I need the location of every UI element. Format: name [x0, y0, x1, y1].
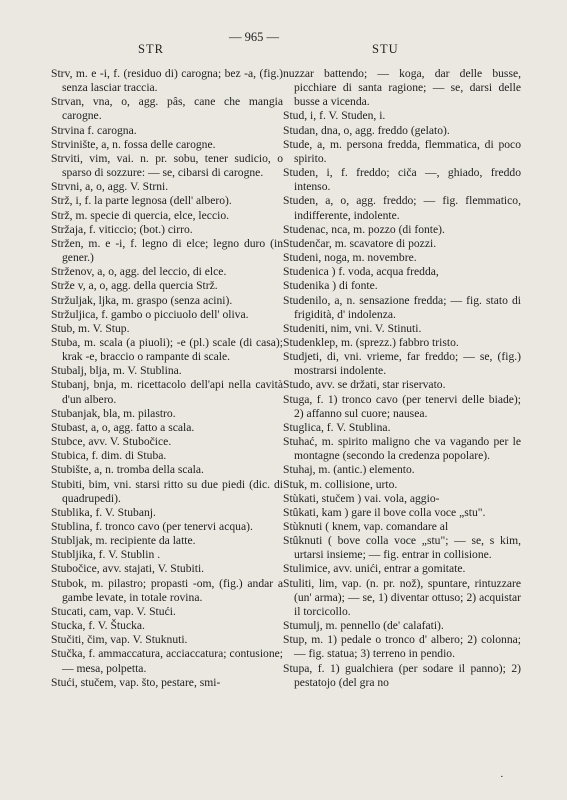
dictionary-entry: Stržuljica, f. gambo o picciuolo dell' oliva. — [51, 307, 249, 321]
dictionary-entry: Stubište, a, n. tromba della scala. — [51, 463, 204, 477]
dictionary-entry: Stup, m. 1) pedale o tronco d' albero; 2) colonna; — fig. statua; 3) terreno in pendio. — [283, 633, 521, 661]
dictionary-entry: Stržuljak, ljka, m. graspo (senza acini). — [51, 293, 233, 307]
dictionary-entry: Studenica ) f. voda, acqua fredda, — [283, 265, 439, 279]
dictionary-entry: Stuhać, m. spirito maligno che va vagando per le montagne (secondo la credenza popolare). — [283, 435, 521, 463]
dictionary-entry: Stuglica, f. V. Stublina. — [283, 420, 391, 434]
dictionary-entry: Stući, stučem, vap. što, pestare, smi- — [51, 675, 221, 689]
dictionary-entry: Studenklep, m. (sprezz.) fabbro tristo. — [283, 335, 459, 349]
dictionary-entry: Strženov, a, o, agg. del leccio, di elce. — [51, 265, 227, 279]
dictionary-entry: Strž, m. specie di quercia, elce, leccio. — [51, 208, 230, 222]
page-number: — 965 — — [229, 30, 279, 44]
page-mark: · — [500, 771, 504, 783]
dictionary-entry: Stubiti, bim, vni. starsi ritto su due piedi (dic. di quadrupedi). — [51, 477, 283, 505]
dictionary-entry: Stubica, f. dim. di Stuba. — [51, 449, 167, 463]
dictionary-entry: Stublina, f. tronco cavo (per tenervi acqua). — [51, 520, 253, 533]
running-head-right: STU — [372, 42, 399, 56]
dictionary-entry: Strvinište, a, n. fossa delle carogne. — [51, 137, 216, 151]
dictionary-entry: Studeniti, nim, vni. V. Stinuti. — [283, 321, 422, 335]
dictionary-entry: Stubočice, avv. stajati, V. Stubiti. — [51, 562, 205, 576]
dictionary-entry: Stub, m. V. Stup. — [51, 321, 130, 335]
dictionary-entry: Studeni, noga, m. novembre. — [283, 251, 417, 265]
dictionary-entry: Strvina f. carogna. — [51, 123, 137, 137]
dictionary-entry: Strvni, a, o, agg. V. Strni. — [51, 180, 169, 194]
dictionary-entry: Stubanjak, bla, m. pilastro. — [51, 406, 176, 420]
dictionary-entry: Stučka, f. ammaccatura, acciaccatura; contusione; — mesa, polpetta. — [51, 647, 283, 675]
page-header — [0, 30, 567, 56]
dictionary-entry: Studenilo, a, n. sensazione fredda; — fig. stato di frigidità, d' indolenza. — [283, 293, 521, 321]
dictionary-entry: Strviti, vim, vai. n. pr. sobu, tener sudicio, o sparso di sozzure: — se, cibarsi di carogne. — [51, 151, 283, 180]
left-column — [51, 67, 283, 690]
dictionary-entry: Stud, i, f. V. Studen, i. — [283, 109, 386, 123]
dictionary-entry: Stulimice, avv. unići, entrar a gomitate. — [283, 562, 466, 576]
right-column — [283, 67, 521, 690]
dictionary-entry: Stubok, m. pilastro; propasti -om, (fig.) andar a gambe levate, in totale rovina. — [51, 576, 283, 604]
dictionary-entry: Stubanj, bnja, m. ricettacolo dell'api nella cavità d'un albero. — [51, 378, 283, 406]
dictionary-entry: Stučiti, čim, vap. V. Stuknuti. — [51, 633, 188, 647]
dictionary-entry: Stucati, cam, vap. V. Stući. — [51, 604, 176, 618]
dictionary-entry: Stubljika, f. V. Stublin . — [51, 548, 161, 562]
dictionary-entry: Stuk, m. collisione, urto. — [283, 477, 398, 491]
dictionary-entry: Stubljak, m. recipiente da latte. — [51, 534, 196, 548]
dictionary-entry: Studen, i, f. freddo; ciča —, ghiado, freddo intenso. — [283, 166, 521, 194]
dictionary-entry: Studo, avv. se držati, star riservato. — [283, 378, 446, 392]
dictionary-entry: Stubce, avv. V. Stubočice. — [51, 435, 172, 449]
dictionary-entry: Stupa, f. 1) gualchiera (per sodare il panno); 2) pestatojo (del gra no — [283, 661, 521, 689]
dictionary-entry: Stublika, f. V. Stubanj. — [51, 505, 156, 519]
dictionary-entry: Studen, a, o, agg. freddo; — fig. flemmatico, indifferente, indolente. — [283, 194, 521, 222]
dictionary-entry: Stuhaj, m. (antic.) elemento. — [283, 463, 415, 477]
dictionary-entry: Stûknuti ( bove colla voce „stu"; — se, s kim, urtarsi insieme; — fig. entrar in collisione. — [283, 534, 521, 562]
dictionary-entry: Strv, m. e -i, f. (residuo di) carogna; bez -a, (fig.) senza lasciar traccia. — [51, 67, 283, 95]
dictionary-entry: Studenac, nca, m. pozzo (di fonte). — [283, 222, 445, 236]
dictionary-entry: Stuga, f. 1) tronco cavo (per tenervi delle biade); 2) affanno sul cuore; nausea. — [283, 392, 521, 420]
dictionary-entry: Stuba, m. scala (a piuoli); -e (pl.) scale (di casa); krak -e, braccio o rampante di scale. — [51, 335, 283, 364]
dictionary-entry: Stumulj, m. pennello (de' calafati). — [283, 619, 444, 633]
dictionary-entry: Stùknuti ( knem, vap. comandare al — [283, 520, 449, 533]
dictionary-entry: Stržaja, f. viticcio; (bot.) cirro. — [51, 222, 193, 236]
dictionary-entry: Stùkati, stučem ) vai. vola, aggio- — [283, 491, 440, 505]
running-head-left: STR — [138, 42, 164, 56]
dictionary-entry: Strže v, a, o, agg. della quercia Strž. — [51, 279, 218, 293]
dictionary-entry: Studenika ) di fonte. — [283, 279, 378, 293]
dictionary-entry: Studenčar, m. scavatore di pozzi. — [283, 236, 437, 250]
dictionary-entry: Stuliti, lim, vap. (n. pr. nož), spuntare, rintuzzare (un' arma); — se, 1) diventar ottuso; 2) acquistar il torcicollo. — [283, 576, 521, 618]
dictionary-entry: Stûkati, kam ) gare il bove colla voce „stu". — [283, 505, 486, 519]
dictionary-entry: Studjeti, di, vni. vrieme, far freddo; — se, (fig.) mostrarsi indolente. — [283, 350, 521, 378]
dictionary-entry: Studan, dna, o, agg. freddo (gelato). — [283, 123, 450, 137]
dictionary-entry: Stude, a, m. persona fredda, flemmatica, di poco spirito. — [283, 137, 521, 165]
dictionary-entry: Stubalj, blja, m. V. Stublina. — [51, 364, 182, 378]
dictionary-entry: Strž, i, f. la parte legnosa (dell' albero). — [51, 194, 232, 208]
dictionary-entry: Stubast, a, o, agg. fatto a scala. — [51, 420, 195, 434]
dictionary-entry: Strvan, vna, o, agg. pâs, cane che mangia carogne. — [51, 95, 283, 123]
dictionary-entry: Stržen, m. e -i, f. legno di elce; legno duro (in gener.) — [51, 236, 283, 265]
dictionary-entry: Stucka, f. V. Štucka. — [51, 619, 145, 633]
dictionary-entry: nuzzar battendo; — koga, dar delle busse, picchiare di santa ragione; — se, darsi delle busse a vicenda. — [283, 67, 521, 109]
